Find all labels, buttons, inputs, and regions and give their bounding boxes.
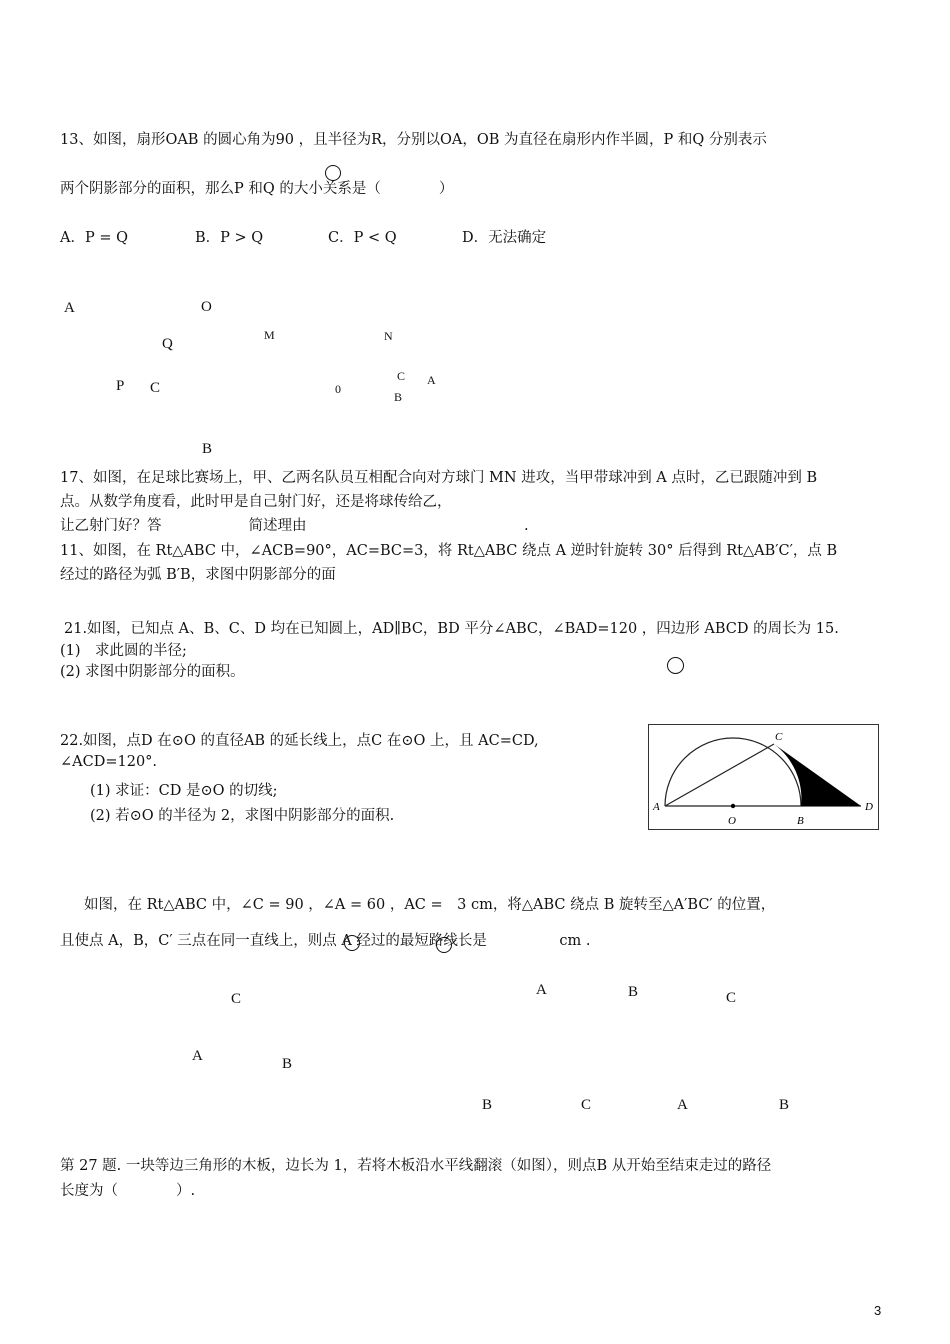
fig-label-b: B <box>394 390 403 404</box>
q13-line1: 13、如图，扇形OAB 的圆心角为90 ，且半径为R，分别以OA，OB 为直径在扇形内作半圆，P 和Q 分别表示 <box>60 132 767 148</box>
q21-line1: 21.如图，已知点 A、B、C、D 均在已知圆上，AD∥BC，BD 平分∠ABC，∠BAD=120 ，四边形 ABCD 的周长为 15. <box>64 621 839 637</box>
fig-label-0: 0 <box>335 382 341 396</box>
q22-label-c: C <box>775 731 783 743</box>
fig-label-b: B <box>282 1056 293 1072</box>
qrot-line1: 如图，在 Rt△ABC 中，∠C = 90 ，∠A = 60 ，AC = 3 cm，将△ABC 绕点 B 旋转至△A′BC′ 的位置， <box>84 897 776 913</box>
q22-label-d: D <box>865 801 873 813</box>
q21-item2: (2) 求图中阴影部分的面积。 <box>60 664 245 680</box>
circle-mark-icon <box>667 657 684 674</box>
fig-label-a: A <box>64 300 75 316</box>
q22-label-b: B <box>797 815 804 827</box>
qrot-line2: 且使点 A，B，C′ 三点在同一直线上，则点 A 经过的最短路线长是 cm . <box>60 933 591 949</box>
q13-option-d: D．无法确定 <box>462 230 547 246</box>
q11-line2: 经过的路径为弧 B′B，求图中阴影部分的面 <box>60 567 336 583</box>
q17-line3: 让乙射门好？答 简述理由 . <box>60 518 529 534</box>
q13-option-b: B．P > Q <box>195 230 264 246</box>
fig-label-b: B <box>202 441 213 457</box>
q22-line1: 22.如图，点D 在⊙O 的直径AB 的延长线上，点C 在⊙O 上，且 AC=CD, <box>60 733 539 749</box>
fig-label-a: A <box>536 982 547 998</box>
page-number: 3 <box>874 1303 882 1318</box>
fig-label-b: B <box>482 1097 493 1113</box>
q27-line1: 第 27 题. 一块等边三角形的木板，边长为 1，若将木板沿水平线翻滚（如图），则点B 从开始至结束走过的路径 <box>60 1158 772 1174</box>
q11-line1: 11、如图，在 Rt△ABC 中，∠ACB=90°，AC=BC=3，将 Rt△ABC 绕点 A 逆时针旋转 30° 后得到 Rt△AB′C′，点 B <box>60 543 838 559</box>
fig-label-a: A <box>427 373 436 387</box>
fig-label-b: B <box>628 984 639 1000</box>
fig-label-m: M <box>264 328 275 342</box>
circle-mark-icon <box>436 937 452 953</box>
fig-label-o: O <box>201 299 212 315</box>
q17-line2: 点。从数学角度看，此时甲是自己射门好，还是将球传给乙， <box>60 494 452 510</box>
fig-label-a: A <box>192 1048 203 1064</box>
fig-label-c: C <box>581 1097 592 1113</box>
q13-option-a: A．P = Q <box>60 230 128 246</box>
fig-label-c: C <box>726 990 737 1006</box>
fig-label-c: C <box>231 991 242 1007</box>
q22-label-a: A <box>653 801 660 813</box>
fig-label-c: C <box>150 380 161 396</box>
q22-item1: (1) 求证：CD 是⊙O 的切线; <box>90 783 278 799</box>
fig-label-a: A <box>677 1097 688 1113</box>
fig-label-n: N <box>384 329 393 343</box>
q22-item2: (2) 若⊙O 的半径为 2，求图中阴影部分的面积. <box>90 808 395 824</box>
q13-option-c: C．P < Q <box>328 230 397 246</box>
fig-label-p: P <box>116 378 125 394</box>
q22-label-o: O <box>728 815 736 827</box>
q21-item1: (1) 求此圆的半径; <box>60 643 187 659</box>
q22-figure <box>648 724 880 832</box>
q27-line2: 长度为（ ）. <box>60 1183 196 1199</box>
fig-label-b: B <box>779 1097 790 1113</box>
q13-line2: 两个阴影部分的面积，那么P 和Q 的大小关系是（ ） <box>60 181 454 197</box>
q17-line1: 17、如图，在足球比赛场上，甲、乙两名队员互相配合向对方球门 MN 进攻，当甲带球冲到 A 点时，乙已跟随冲到 B <box>60 470 818 486</box>
fig-label-q: Q <box>162 336 173 352</box>
fig-label-c: C <box>397 369 406 383</box>
circle-mark-icon <box>344 935 360 951</box>
q22-line2: ∠ACD=120°. <box>60 754 158 770</box>
